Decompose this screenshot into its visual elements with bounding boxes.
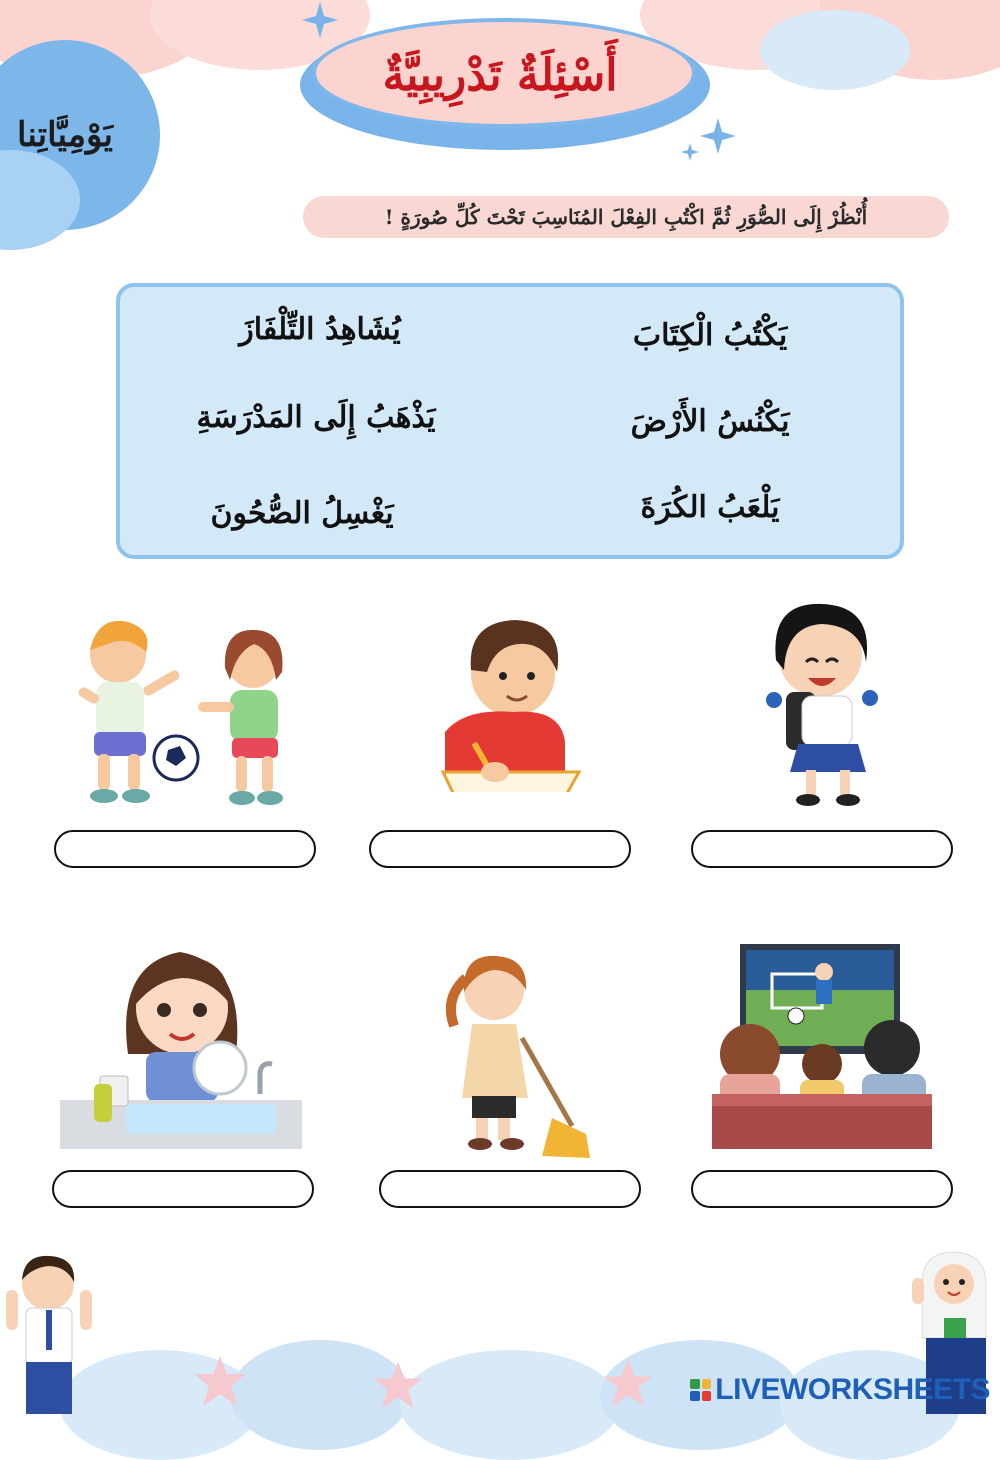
side-title: يَوْمِيَّاتِنا: [17, 115, 113, 155]
word-sweeps-floor: يَكْنُسُ الأَرْضَ: [630, 403, 790, 439]
sparkle-icon: [300, 0, 340, 40]
liveworksheets-logo: [690, 1372, 990, 1408]
word-plays-ball: يَلْعَبُ الكُرَةَ: [640, 489, 780, 525]
kids-playing-ball-picture: [58, 610, 303, 810]
word-bank: [116, 283, 904, 559]
instruction-text: أُنْظُرْ إِلَى الصُّوَرِ ثُمَّ اكْتُبِ الفِعْلَ المُنَاسِبَ تَحْتَ كُلِّ صُورَةٍ !: [384, 205, 868, 229]
page-title: أَسْئِلَةٌ تَدْرِيبِيَّةٌ: [382, 49, 618, 101]
girl-washing-dishes-picture: [60, 944, 302, 1149]
star-icon-2: [370, 1358, 426, 1414]
boy-mascot-picture: [0, 1250, 100, 1414]
sparkle-icon-2: [698, 116, 738, 156]
liveworksheets-icon: [690, 1379, 711, 1401]
answer-field-2[interactable]: [369, 830, 631, 868]
answer-field-4[interactable]: [52, 1170, 314, 1208]
answer-field-1[interactable]: [54, 830, 316, 868]
star-icon: [190, 1352, 250, 1412]
star-icon-3: [600, 1356, 656, 1412]
word-washes-dishes: يَغْسِلُ الصُّحُونَ: [210, 495, 394, 531]
boy-writing-picture: [415, 612, 585, 792]
word-goes-to-school: يَذْهَبُ إِلَى المَدْرَسَةِ: [196, 399, 436, 435]
brand-text: LIVEWORKSHEETS: [715, 1373, 990, 1406]
sparkle-icon-3: [680, 142, 700, 162]
word-watches-tv: يُشَاهِدُ التِّلْفَازَ: [239, 311, 401, 347]
answer-field-3[interactable]: [691, 830, 953, 868]
girl-going-to-school-picture: [762, 600, 882, 810]
instruction-banner: [303, 196, 949, 238]
word-writes-book: يَكْتُبُ الْكِتَابَ: [632, 317, 788, 353]
answer-field-5[interactable]: [379, 1170, 641, 1208]
answer-field-6[interactable]: [691, 1170, 953, 1208]
family-watching-tv-picture: [712, 944, 932, 1149]
girl-sweeping-picture: [432, 948, 592, 1158]
